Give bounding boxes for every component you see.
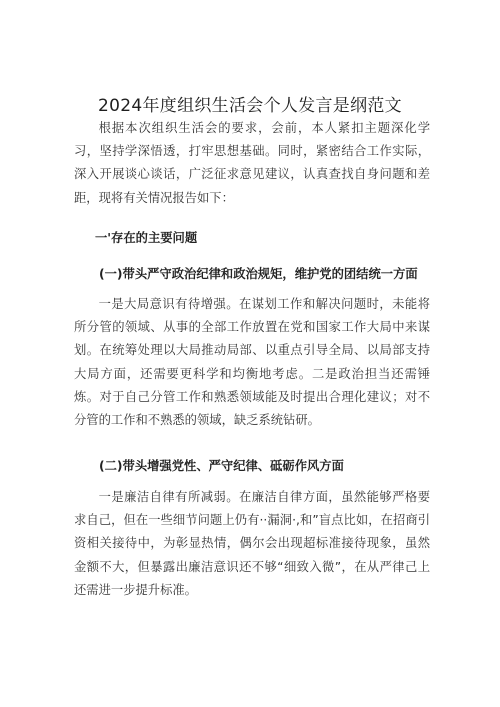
subsection-2-paragraph: 一是廉洁自律有所减弱。在廉洁自律方面，虽然能够严格要求自己，但在一些细节问题上仍有··漏洞·,和”盲点比如，在招商引资相关接待中，为彰显热情，偶尔会出现超标准接待现象，虽然金额不大，但暴露出廉洁意识还不够“细致入微”，在从严律己上还需进一步提升标准。 xyxy=(74,490,430,597)
document-title: 2024年度组织生活会个人发言是纲范文 xyxy=(98,96,402,116)
intro-paragraph: 根据本次组织生活会的要求，会前，本人紧扣主题深化学习，坚持学深悟透，打牢思想基础。同时，紧密结合工作实际，深入开展谈心谈话，广泛征求意见建议，认真查找自身问题和差距，现将有关情况报告如下： xyxy=(74,121,430,205)
subsection-1-paragraph: 一是大局意识有待增强。在谋划工作和解决问题时，未能将所分管的领域、从事的全部工作放置在党和国家工作大局中来谋划。在统筹处理以大局推动局部、以重点引导全局、以局部支持大局方面，还需要更科学和均衡地考虑。二是政治担当还需锤炼。对于自己分管工作和熟悉领域能及时提出合理化建议；对不分管的工作和不熟悉的领域，缺乏系统钻研。 xyxy=(74,297,430,428)
section-heading: 一'存在的主要问题 xyxy=(95,231,198,245)
subsection-heading-1: (一)带头严守政治纪律和政治规矩，维护党的团结统一方面 xyxy=(99,267,418,281)
subsection-heading-2: (二)带头增强党性、严守纪律、砥砺作风方面 xyxy=(99,459,344,473)
